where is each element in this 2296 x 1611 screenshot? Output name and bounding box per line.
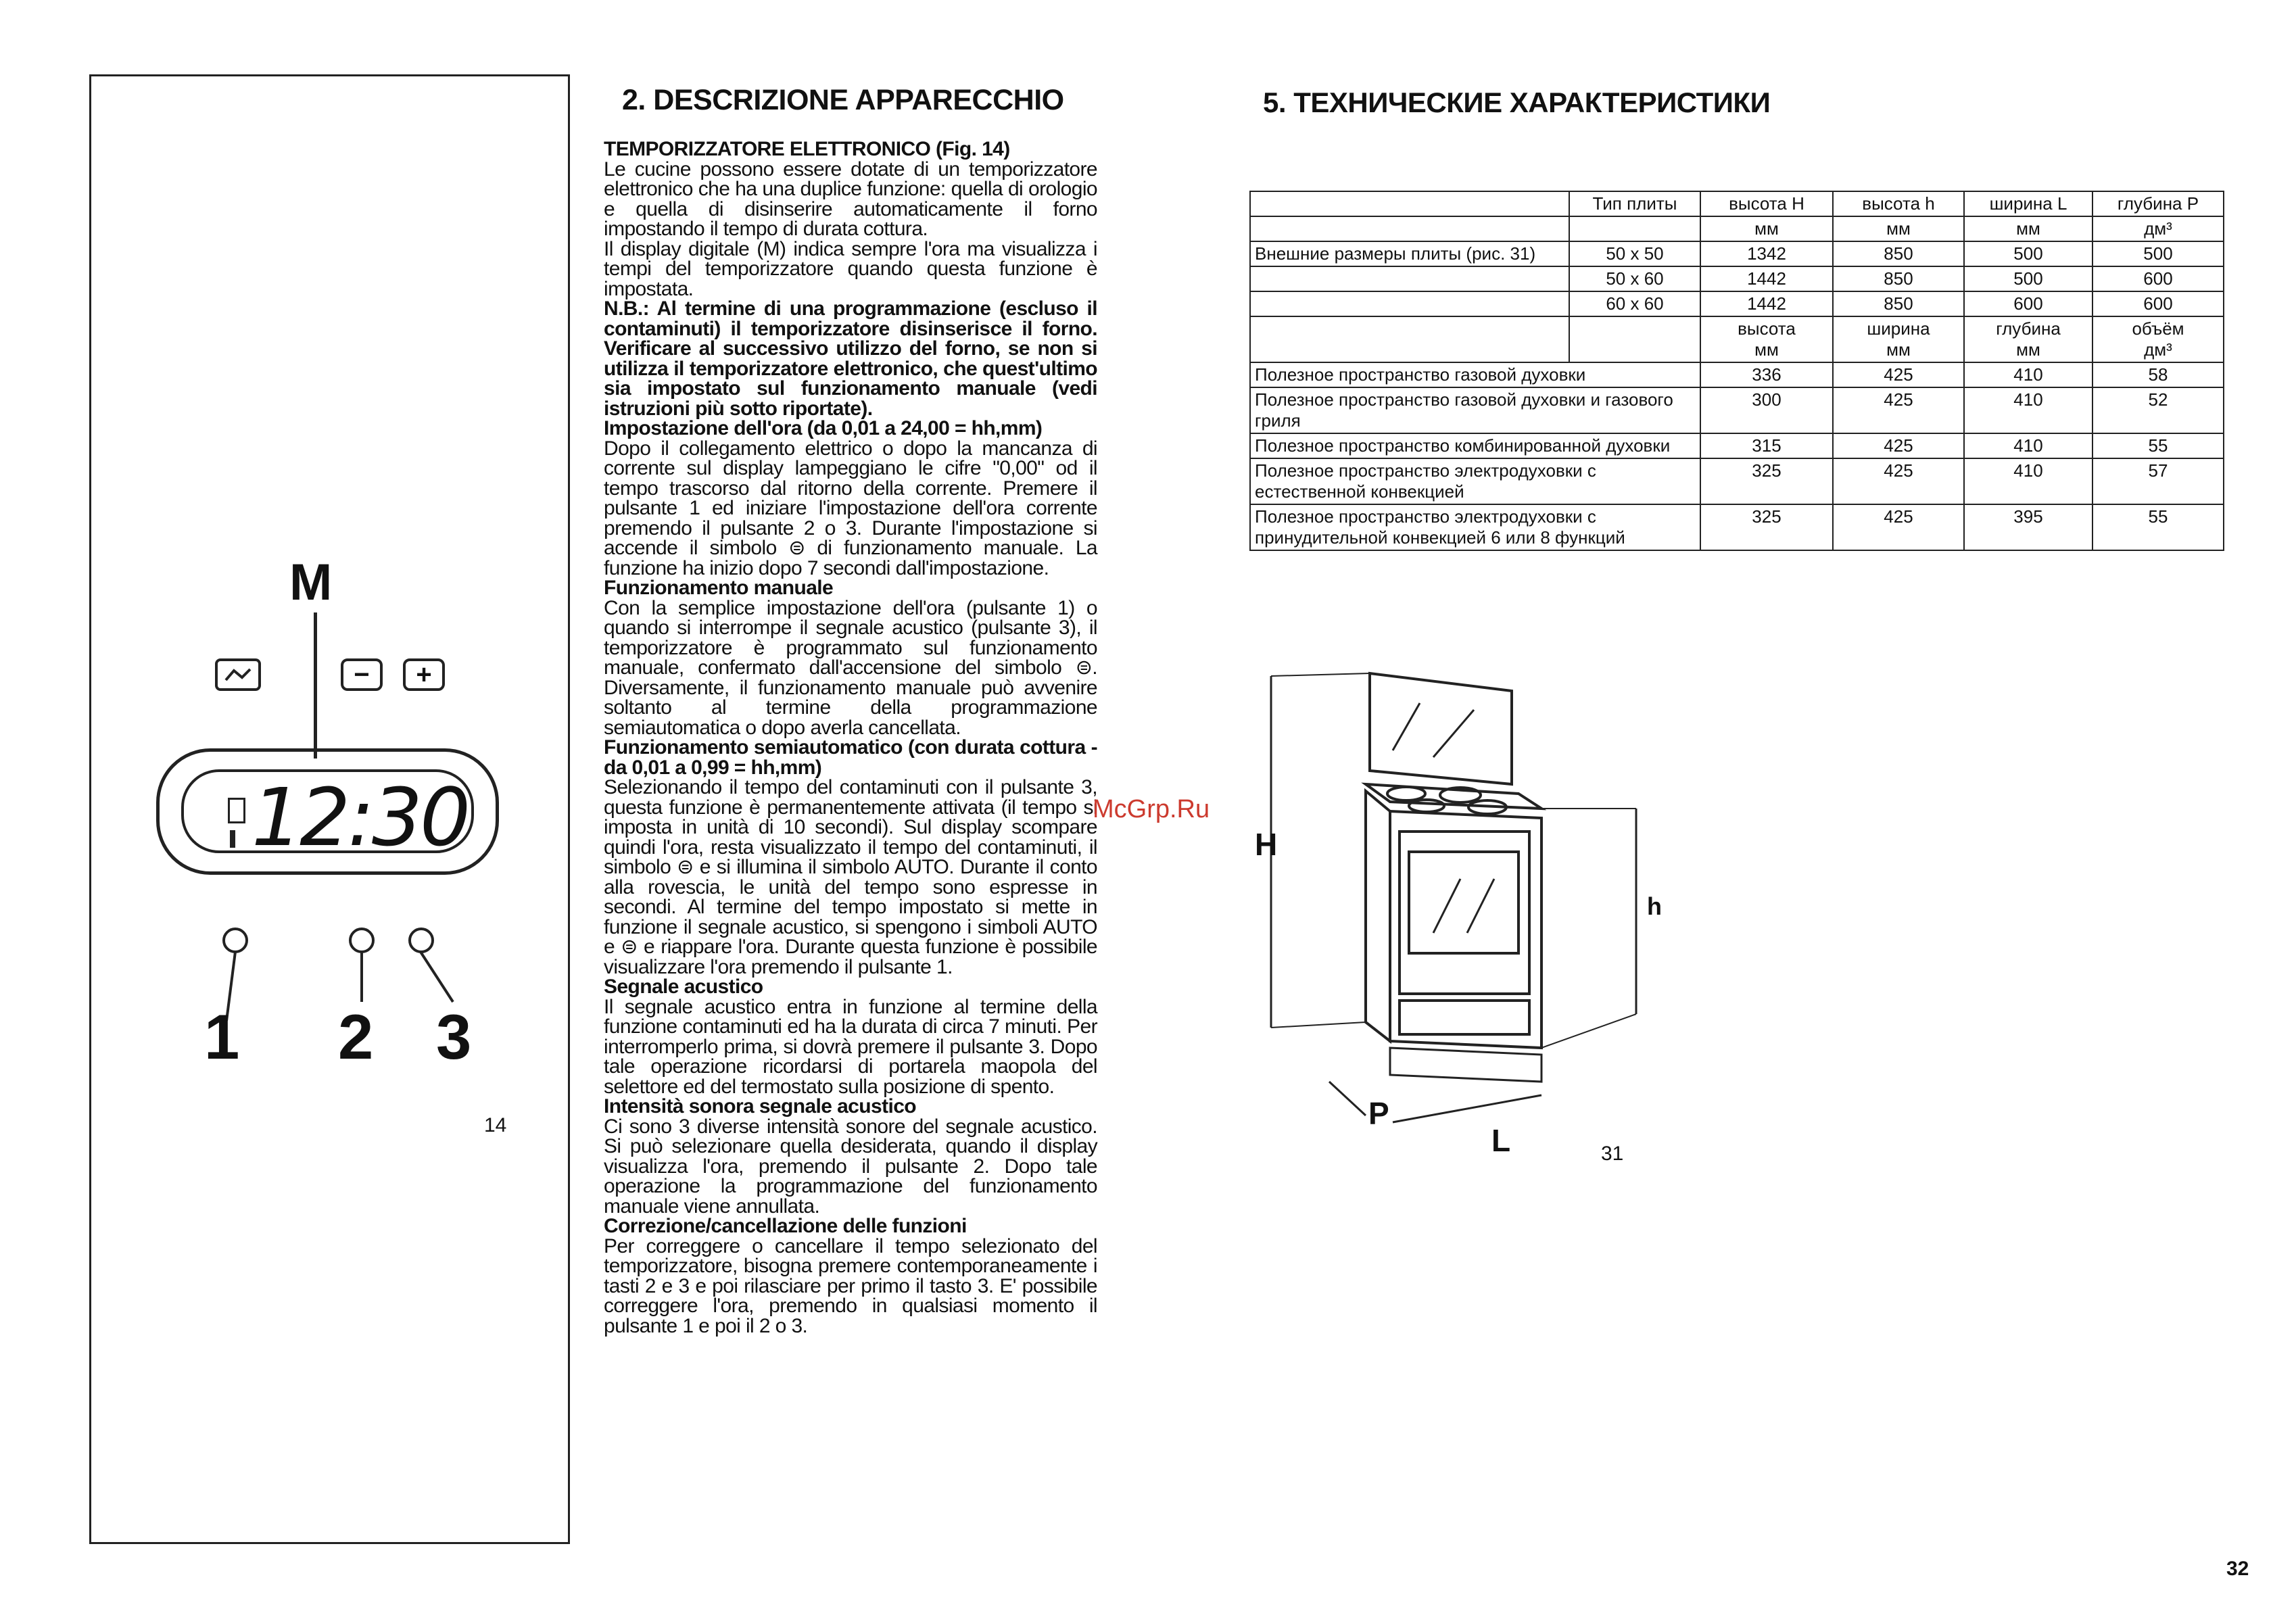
heading-timer: TEMPORIZZATORE ELETTRONICO (Fig. 14)	[604, 138, 1010, 160]
table-cell: 57	[2092, 458, 2224, 504]
table-header-cell: ширина L	[1964, 191, 2092, 216]
table-header-cell	[1700, 316, 1833, 362]
paragraph-semiautomatico: Selezionando il tempo del contaminuti con il pulsante 3, questa funzione è permanentemente attivata (il tempo si imposta in unità di 10 secondi). Sul display scompare quindi l'ora, resta visualizzato il tempo del contaminuti, il simbolo ⊜ e si illumina il simbolo AUTO. Durante il conto alla rovescia, le unità del tempo sono espresse in secondi. Al termine del tempo impostato si mette in funzione il segnale acustico, si spengono i simboli AUTO e ⊜ e riappare l'ora. Durante questa funzione è possibile visualizzare l'ora premendo il pulsante 1.	[604, 776, 1097, 978]
table-cell: 410	[1964, 387, 2092, 433]
table-unit-label: дм³	[2144, 339, 2172, 360]
table-cell: 410	[1964, 433, 2092, 458]
paragraph-segnale: Il segnale acustico entra in funzione al termine della funzione contaminuti ed ha la durata di circa 7 minuti. Per interromperlo prima, si dovrà premere il pulsante 3. Dopo tale operazione ricordarsi di portarela maopola del selettore ed del termostato sulla posizione di spento.	[604, 995, 1097, 1098]
knob-label-3: 3	[436, 1001, 472, 1072]
minus-symbol-icon: −	[341, 658, 383, 691]
table-unit-label: мм	[2016, 339, 2040, 360]
table-header-cell: Тип плиты	[1569, 191, 1700, 216]
table-header-cell	[1964, 316, 2092, 362]
heading-semiautomatico: Funzionamento semiautomatico (con durata cottura - da 0,01 a 0,99 = hh,mm)	[604, 736, 1097, 779]
note-nb: N.B.: Al termine di una programmazione (escluso il contaminuti) il temporizzatore disinserisce il forno. Verificare al successivo utilizzo del forno, se non si utilizza il temporizzatore elettronico, che quest'ultimo sia impostato sul funzionamento manuale (vedi istruzioni più sotto riportate).	[604, 297, 1097, 420]
table-cell: 325	[1700, 504, 1833, 550]
oven-symbol-icon	[228, 798, 245, 823]
table-unit-cell: дм³	[2092, 216, 2224, 241]
paragraph-timer-2: Il display digitale (M) indica sempre l'ora ma visualizza i tempi del temporizzatore quando questa funzione è impostata.	[604, 237, 1097, 300]
table-cell: 60 x 60	[1569, 291, 1700, 316]
table-row	[1250, 362, 2224, 387]
table-cell: 1442	[1700, 266, 1833, 291]
table-cell: 850	[1833, 266, 1964, 291]
table-cell: 52	[2092, 387, 2224, 433]
table-cell: 315	[1700, 433, 1833, 458]
watermark: McGrp.Ru	[1093, 795, 1210, 823]
table-row-label: Полезное пространство газовой духовки и газового гриля	[1250, 387, 1700, 433]
paragraph-ora: Dopo il collegamento elettrico o dopo la mancanza di corrente sul display lampeggiano le cifre "0,00" od il tempo trascorso dal ritorno della corrente. Premere il pulsante 1 ed iniziare l'impostazione dell'ora corrente premendo il pulsante 2 o 3. Durante l'impostazione si accende il simbolo ⊜ di funzionamento manuale. La funzione ha inizio dopo 7 secondi dall'impostazione.	[604, 437, 1097, 579]
table-unit-row	[1250, 216, 2224, 241]
table-row	[1250, 433, 2224, 458]
table-cell: 425	[1833, 362, 1964, 387]
dimension-label-P: P	[1368, 1096, 1389, 1131]
table-row	[1250, 266, 2224, 291]
table-cell	[1569, 316, 1700, 362]
table-header-cell	[2092, 316, 2224, 362]
heading-manuale: Funzionamento manuale	[604, 577, 834, 599]
figure-31-number: 31	[1601, 1143, 1624, 1165]
table-cell	[1250, 191, 1569, 216]
paragraph-manuale: Con la semplice impostazione dell'ora (pulsante 1) o quando si interrompe il segnale acustico (pulsante 3), il temporizzatore è programmato sul funzionamento manuale, confermato dall'accensione del simbolo ⊜. Diversamente, il funzionamento manuale può avvenire soltanto al termine della programmazione semiautomatica o dopo averla cancellata.	[604, 596, 1097, 739]
table-row	[1250, 504, 2224, 550]
table-cell	[1250, 216, 1569, 241]
heading-correzione: Correzione/cancellazione delle funzioni	[604, 1215, 967, 1237]
table-cell: 1442	[1700, 291, 1833, 316]
dimension-label-h: h	[1647, 892, 1662, 920]
table-row-label: Полезное пространство электродуховки с естественной конвекцией	[1250, 458, 1700, 504]
table-cell: 850	[1833, 291, 1964, 316]
table-header-row	[1250, 191, 2224, 216]
figure-14-number: 14	[484, 1114, 507, 1136]
table-cell: 55	[2092, 504, 2224, 550]
table-unit-label: мм	[1754, 339, 1779, 360]
table-cell: 336	[1700, 362, 1833, 387]
table-cell: 600	[2092, 291, 2224, 316]
table-header-cell: высота H	[1700, 191, 1833, 216]
table-cell: 600	[2092, 266, 2224, 291]
section-5-title: 5. ТЕХНИЧЕСКИЕ ХАРАКТЕРИСТИКИ	[1263, 87, 1771, 118]
table-cell: 325	[1700, 458, 1833, 504]
table-cell	[1250, 266, 1569, 291]
table-header-cell: глубина P	[2092, 191, 2224, 216]
table-cell	[1569, 216, 1700, 241]
table-header-cell	[1833, 316, 1964, 362]
table-cell: 850	[1833, 241, 1964, 266]
dimension-label-L: L	[1491, 1123, 1511, 1158]
table-cell: 425	[1833, 433, 1964, 458]
heading-intensita: Intensità sonora segnale acustico	[604, 1095, 917, 1117]
display-label-m: M	[289, 554, 333, 611]
table-cell: 500	[1964, 241, 2092, 266]
table-cell: 395	[1964, 504, 2092, 550]
table-header-label: объём	[2132, 318, 2184, 339]
table-cell: 55	[2092, 433, 2224, 458]
table-cell: 425	[1833, 504, 1964, 550]
heading-ora: Impostazione dell'ora (da 0,01 a 24,00 = hh,mm)	[604, 417, 1043, 439]
paragraph-intensita: Ci sono 3 diverse intensità sonore del segnale acustico. Si può selezionare quella desiderata, quando il display visualizza l'ora, premendo il pulsante 2. Dopo tale operazione la programmazione del funzionamento manuale viene annullata.	[604, 1115, 1097, 1218]
table-row-label: Внешние размеры плиты (рис. 31)	[1250, 241, 1569, 266]
paragraph-timer-1: Le cucine possono essere dotate di un temporizzatore elettronico che ha una duplice funzione: quella di orologio e quella di disinserire automaticamente il forno impostando il tempo di durata cottura.	[604, 158, 1097, 240]
paragraph-correzione: Per correggere o cancellare il tempo selezionato del temporizzatore, bisogna premere contemporaneamente i tasti 2 e 3 e poi rilasciare per primo il tasto 3. E' possibile correggere l'ora, premendo in qualsiasi momento il pulsante 1 e poi il 2 o 3.	[604, 1234, 1097, 1337]
table-cell: 58	[2092, 362, 2224, 387]
knob-label-2: 2	[338, 1001, 374, 1072]
table-cell: 50 x 60	[1569, 266, 1700, 291]
heading-segnale: Segnale acustico	[604, 976, 763, 998]
table-cell: 300	[1700, 387, 1833, 433]
table-row	[1250, 458, 2224, 504]
table-cell	[1250, 316, 1569, 362]
table-cell: 425	[1833, 387, 1964, 433]
table-cell: 410	[1964, 362, 2092, 387]
table-row	[1250, 291, 2224, 316]
table-cell	[1250, 291, 1569, 316]
table-header-cell: высота h	[1833, 191, 1964, 216]
bell-symbol-icon	[230, 830, 235, 848]
timer-display-digits: 12:30	[252, 771, 469, 864]
table-cell: 500	[2092, 241, 2224, 266]
table-unit-cell: мм	[1700, 216, 1833, 241]
section-2-title: 2. DESCRIZIONE APPARECCHIO	[622, 84, 1064, 116]
table-cell: 50 x 50	[1569, 241, 1700, 266]
dimension-label-H: H	[1255, 827, 1278, 862]
table-unit-cell: мм	[1964, 216, 2092, 241]
table-cell: 1342	[1700, 241, 1833, 266]
plus-symbol-icon: +	[403, 658, 445, 691]
table-header-label: глубина	[1996, 318, 2061, 339]
table-row-label: Полезное пространство газовой духовки	[1250, 362, 1700, 387]
table-subheader-row	[1250, 316, 2224, 362]
display-pointer-line	[314, 612, 317, 759]
table-row-label: Полезное пространство комбинированной духовки	[1250, 433, 1700, 458]
knob-label-1: 1	[204, 1001, 240, 1072]
table-row	[1250, 241, 2224, 266]
cooker-drawing	[1258, 649, 1663, 1190]
clock-symbol-icon	[215, 658, 261, 691]
table-unit-label: мм	[1886, 339, 1911, 360]
table-row-label: Полезное пространство электродуховки с принудительной конвекцией 6 или 8 функций	[1250, 504, 1700, 550]
spec-table	[1249, 191, 2224, 551]
table-cell: 410	[1964, 458, 2092, 504]
table-cell: 600	[1964, 291, 2092, 316]
table-unit-cell: мм	[1833, 216, 1964, 241]
table-header-label: ширина	[1867, 318, 1930, 339]
table-cell: 425	[1833, 458, 1964, 504]
table-cell: 500	[1964, 266, 2092, 291]
page-number: 32	[2226, 1558, 2249, 1580]
section-2-body	[604, 139, 1097, 1336]
table-row	[1250, 387, 2224, 433]
table-header-label: высота	[1738, 318, 1796, 339]
